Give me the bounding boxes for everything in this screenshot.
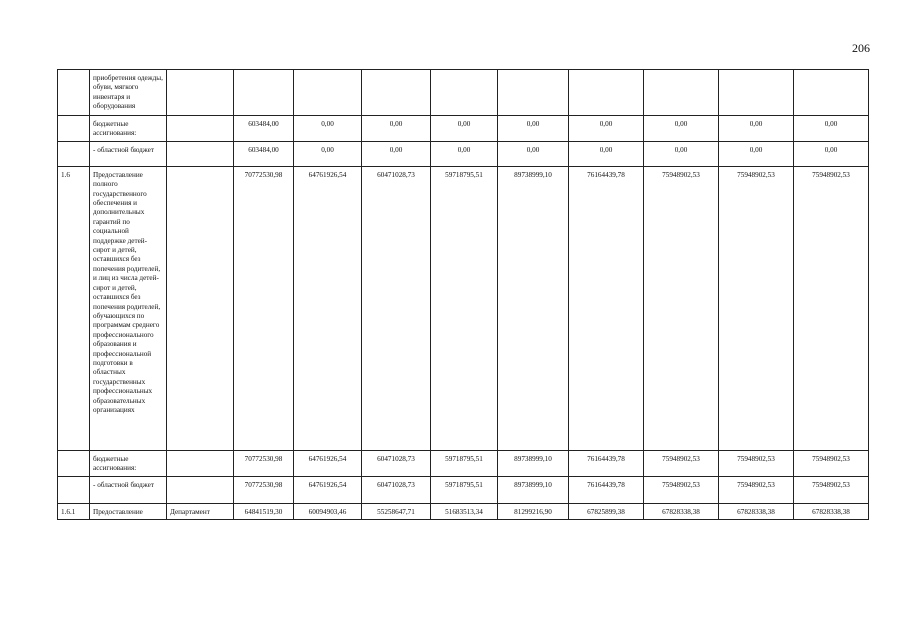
page-number: 206: [852, 41, 870, 55]
row-name-cell: бюджетные ассигнования:: [90, 116, 167, 142]
row-code-cell: [58, 476, 90, 503]
row-value-cell: 75948902,53: [719, 166, 794, 450]
row-value-cell: 0,00: [644, 141, 719, 166]
table-row: [58, 116, 869, 142]
row-value-cell: 75948902,53: [644, 166, 719, 450]
row-name-cell: - областной бюджет: [90, 476, 167, 503]
row-value-cell: 0,00: [569, 116, 644, 142]
row-value-cell: 51683513,34: [431, 503, 498, 519]
row-code-cell: [58, 450, 90, 476]
row-executor-cell: [167, 476, 234, 503]
row-executor-cell: [167, 166, 234, 450]
row-name-cell: приобретения одежды, обуви, мягкого инвентаря и оборудования: [90, 70, 167, 116]
row-value-cell: [644, 70, 719, 116]
row-value-cell: 64761926,54: [294, 166, 362, 450]
row-value-cell: 0,00: [794, 141, 869, 166]
row-executor-cell: Департамент: [167, 503, 234, 519]
row-value-cell: 70772530,98: [234, 450, 294, 476]
row-value-cell: 0,00: [644, 116, 719, 142]
row-value-cell: 60471028,73: [362, 166, 431, 450]
table-row: [58, 70, 869, 116]
row-value-cell: [569, 70, 644, 116]
table-row: [58, 141, 869, 166]
row-value-cell: 64841519,30: [234, 503, 294, 519]
row-value-cell: 64761926,54: [294, 476, 362, 503]
row-value-cell: 603484,00: [234, 141, 294, 166]
row-value-cell: 0,00: [294, 141, 362, 166]
row-value-cell: 0,00: [794, 116, 869, 142]
row-name-cell: - областной бюджет: [90, 141, 167, 166]
row-code-cell: 1.6.1: [58, 503, 90, 519]
row-code-cell: [58, 141, 90, 166]
row-value-cell: [362, 70, 431, 116]
row-value-cell: 60094903,46: [294, 503, 362, 519]
row-value-cell: 67825899,38: [569, 503, 644, 519]
row-value-cell: 75948902,53: [644, 476, 719, 503]
table-row: [58, 503, 869, 519]
row-value-cell: 81299216,90: [498, 503, 569, 519]
row-executor-cell: [167, 116, 234, 142]
row-executor-cell: [167, 141, 234, 166]
row-value-cell: 59718795,51: [431, 450, 498, 476]
row-value-cell: 75948902,53: [794, 476, 869, 503]
row-executor-cell: [167, 450, 234, 476]
row-value-cell: 75948902,53: [794, 450, 869, 476]
table-row: [58, 476, 869, 503]
row-value-cell: 75948902,53: [794, 166, 869, 450]
row-code-cell: [58, 116, 90, 142]
row-name-cell: Предоставление: [90, 503, 167, 519]
row-value-cell: 0,00: [719, 141, 794, 166]
row-executor-cell: [167, 70, 234, 116]
row-value-cell: 60471028,73: [362, 450, 431, 476]
row-value-cell: 67828338,38: [794, 503, 869, 519]
row-value-cell: 0,00: [498, 141, 569, 166]
row-value-cell: [294, 70, 362, 116]
row-value-cell: 60471028,73: [362, 476, 431, 503]
row-code-cell: 1.6: [58, 166, 90, 450]
row-value-cell: 70772530,98: [234, 476, 294, 503]
row-value-cell: [234, 70, 294, 116]
table-row: [58, 450, 869, 476]
row-value-cell: 89738999,10: [498, 166, 569, 450]
row-value-cell: 75948902,53: [719, 476, 794, 503]
row-value-cell: [498, 70, 569, 116]
row-code-cell: [58, 70, 90, 116]
row-value-cell: 75948902,53: [719, 450, 794, 476]
budget-table: [57, 69, 869, 520]
row-value-cell: 89738999,10: [498, 450, 569, 476]
row-value-cell: 0,00: [498, 116, 569, 142]
row-value-cell: 0,00: [362, 141, 431, 166]
row-value-cell: 603484,00: [234, 116, 294, 142]
row-value-cell: 0,00: [719, 116, 794, 142]
row-value-cell: 75948902,53: [644, 450, 719, 476]
row-value-cell: 55258647,71: [362, 503, 431, 519]
row-value-cell: 0,00: [294, 116, 362, 142]
table-row: [58, 166, 869, 450]
row-value-cell: [719, 70, 794, 116]
row-value-cell: 0,00: [569, 141, 644, 166]
row-value-cell: 76164439,78: [569, 450, 644, 476]
row-value-cell: 70772530,98: [234, 166, 294, 450]
row-value-cell: 64761926,54: [294, 450, 362, 476]
row-value-cell: 89738999,10: [498, 476, 569, 503]
row-value-cell: [431, 70, 498, 116]
row-value-cell: 0,00: [431, 141, 498, 166]
row-value-cell: 0,00: [362, 116, 431, 142]
row-name-cell: Предоставление полного государственного обеспечения и дополнительных гарантий по социальной поддержке детей-сирот и детей, оставшихся без попечения родителей, и лиц из числа детей-сирот и детей, оставшихся без попечения родителей, обучающихся по программам среднего профессионального образования и профессиональной подготовки в областных государственных профессиональных образовательных организациях: [90, 166, 167, 450]
row-value-cell: 76164439,78: [569, 476, 644, 503]
row-value-cell: [794, 70, 869, 116]
row-value-cell: 67828338,38: [719, 503, 794, 519]
row-name-cell: бюджетные ассигнования:: [90, 450, 167, 476]
row-value-cell: 59718795,51: [431, 476, 498, 503]
row-value-cell: 0,00: [431, 116, 498, 142]
row-value-cell: 59718795,51: [431, 166, 498, 450]
row-value-cell: 76164439,78: [569, 166, 644, 450]
row-value-cell: 67828338,38: [644, 503, 719, 519]
